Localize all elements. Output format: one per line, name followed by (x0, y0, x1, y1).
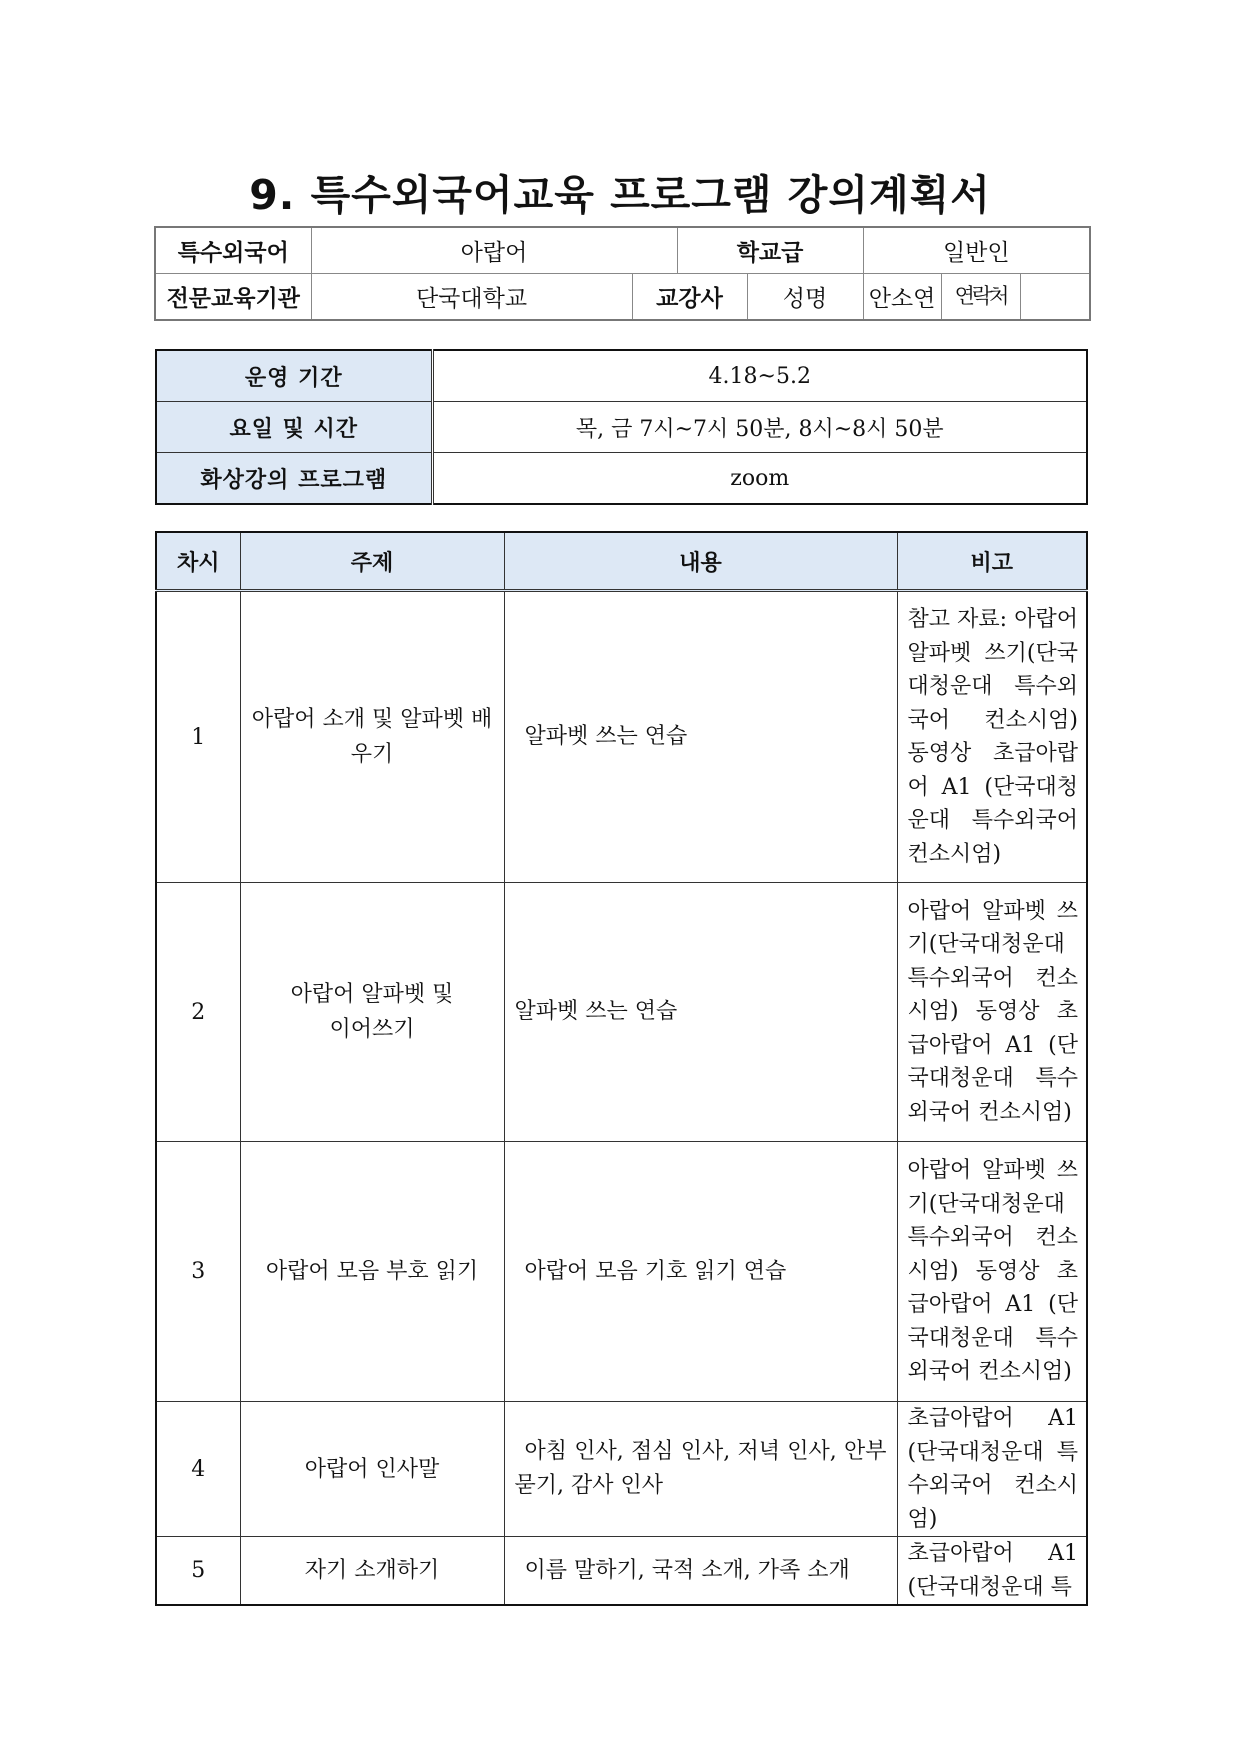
header-content: 내용 (504, 532, 897, 591)
lecture-schedule-table (155, 531, 1088, 1606)
table-row (156, 1402, 1087, 1537)
institution-label: 전문교육기관 (155, 274, 311, 321)
session-number: 4 (156, 1402, 240, 1537)
header-session: 차시 (156, 532, 240, 591)
table-row (156, 883, 1087, 1142)
session-content: 알파벳 쓰는 연습 (504, 591, 897, 883)
session-number: 2 (156, 883, 240, 1142)
level-value: 일반인 (863, 227, 1090, 274)
schedule-label: 요일 및 시간 (156, 402, 432, 453)
course-info-table (154, 226, 1091, 321)
session-number: 1 (156, 591, 240, 883)
session-topic: 아랍어 알파벳 및 이어쓰기 (240, 883, 504, 1142)
name-label: 성명 (747, 274, 863, 321)
session-number: 5 (156, 1537, 240, 1606)
schedule-value: 목, 금 7시~7시 50분, 8시~8시 50분 (432, 402, 1087, 453)
institution-value: 단국대학교 (311, 274, 632, 321)
session-content: 아랍어 모음 기호 읽기 연습 (504, 1142, 897, 1402)
session-content: 아침 인사, 점심 인사, 저녁 인사, 안부 묻기, 감사 인사 (504, 1402, 897, 1537)
session-note: 아랍어 알파벳 쓰기(단국대청운대 특수외국어 컨소시엄) 동영상 초급아랍어 A1 (단국대청운대 특수외국어 컨소시엄) (897, 1142, 1087, 1402)
session-topic: 자기 소개하기 (240, 1537, 504, 1606)
program-label: 화상강의 프로그램 (156, 453, 432, 505)
session-note: 초급아랍어 A1 (단국대청운대 특수외국어 컨소시엄) (897, 1402, 1087, 1537)
header-topic: 주제 (240, 532, 504, 591)
session-content: 알파벳 쓰는 연습 (504, 883, 897, 1142)
session-content: 이름 말하기, 국적 소개, 가족 소개 (504, 1537, 897, 1606)
session-note: 참고 자료: 아랍어 알파벳 쓰기(단국대청운대 특수외국어 컨소시엄) 동영상 초급아랍어 A1 (단국대청운대 특수외국어 컨소시엄) (897, 591, 1087, 883)
language-label: 특수외국어 (155, 227, 311, 274)
contact-cell (941, 274, 1090, 321)
level-label: 학교급 (677, 227, 863, 274)
operation-table (155, 349, 1088, 505)
session-number: 3 (156, 1142, 240, 1402)
table-row (156, 591, 1087, 883)
table-row (156, 1537, 1087, 1606)
header-note: 비고 (897, 532, 1087, 591)
name-value: 안소연 (863, 274, 941, 321)
session-note: 아랍어 알파벳 쓰기(단국대청운대 특수외국어 컨소시엄) 동영상 초급아랍어 A1 (단국대청운대 특수외국어 컨소시엄) (897, 883, 1087, 1142)
contact-label: 연락처 (942, 274, 1021, 319)
period-value: 4.18~5.2 (432, 350, 1087, 402)
session-topic: 아랍어 모음 부호 읽기 (240, 1142, 504, 1402)
program-value: zoom (432, 453, 1087, 505)
period-label: 운영 기간 (156, 350, 432, 402)
session-topic: 아랍어 인사말 (240, 1402, 504, 1537)
teacher-label: 교강사 (632, 274, 747, 321)
session-topic: 아랍어 소개 및 알파벳 배우기 (240, 591, 504, 883)
language-value: 아랍어 (311, 227, 677, 274)
table-row (156, 1142, 1087, 1402)
session-note: 초급아랍어 A1 (단국대청운대 특 (897, 1537, 1087, 1606)
page-title: 9. 특수외국어교육 프로그램 강의계획서 (249, 171, 991, 219)
